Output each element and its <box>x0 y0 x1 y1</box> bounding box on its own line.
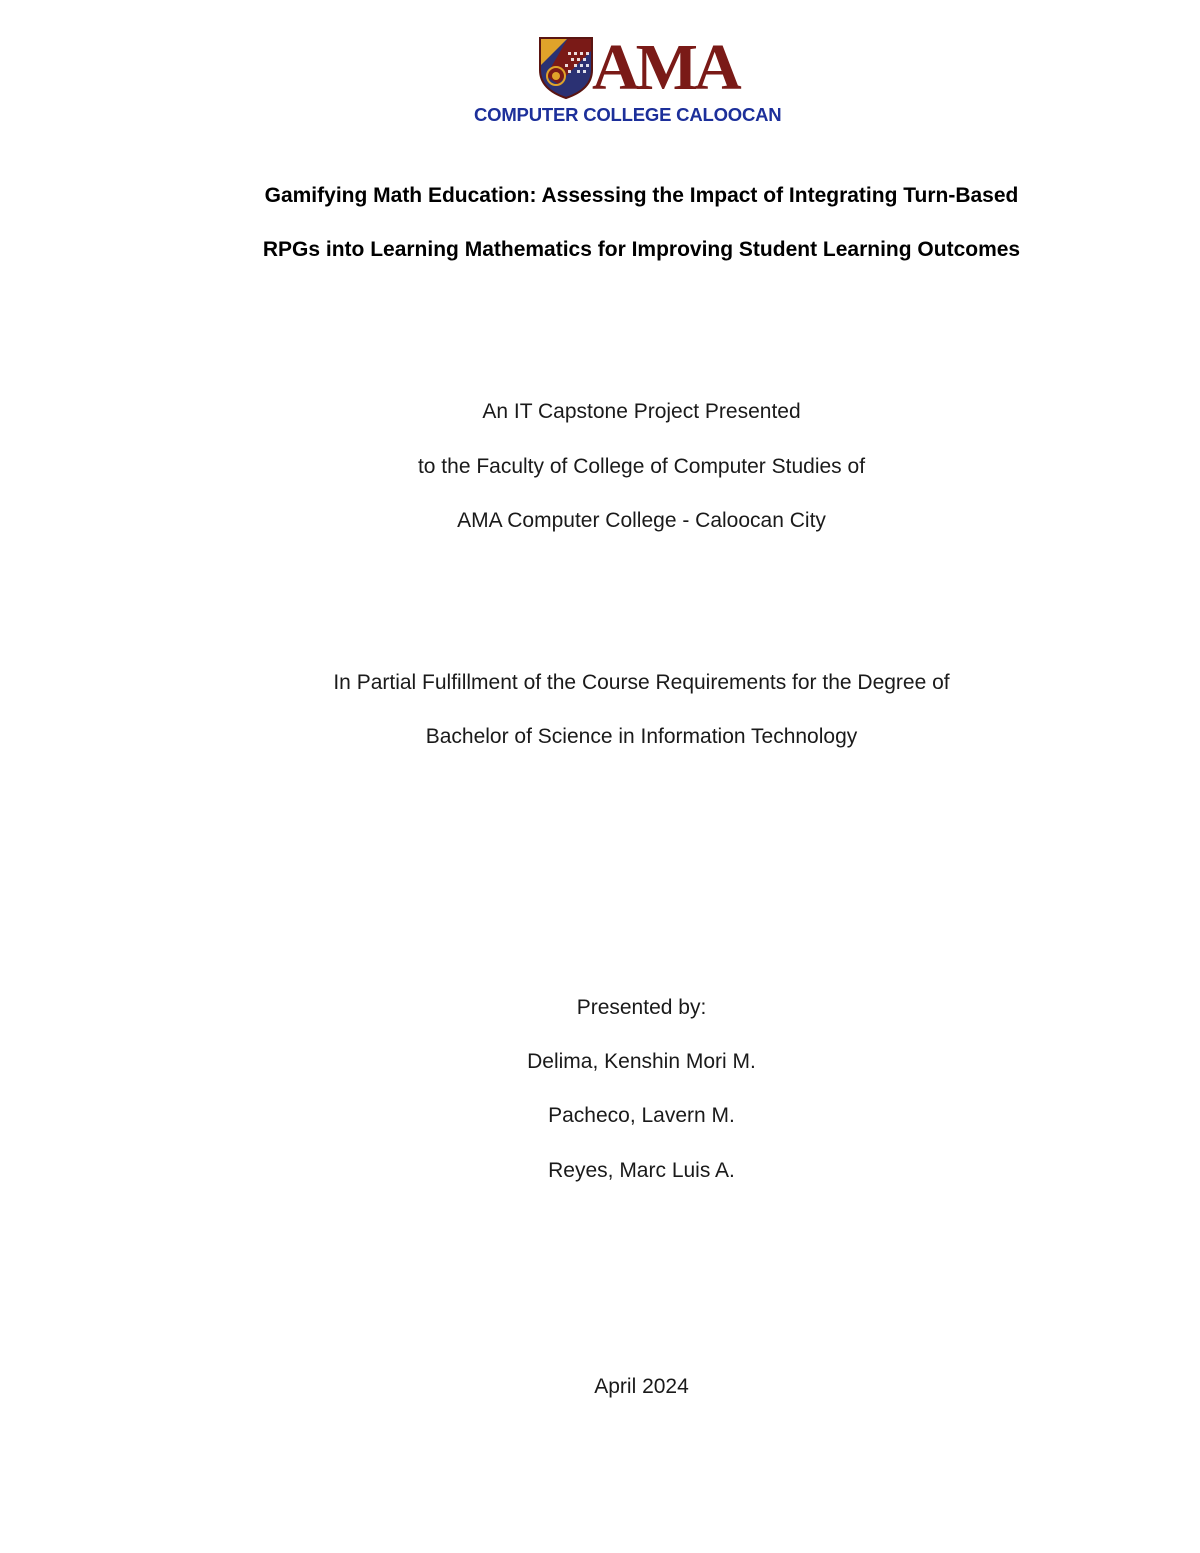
presentation-line-1: An IT Capstone Project Presented <box>482 400 801 423</box>
presenter-name: Delima, Kenshin Mori M. <box>527 1050 756 1073</box>
submission-date: April 2024 <box>594 1375 689 1398</box>
college-logo <box>470 31 820 126</box>
thesis-title-line-1: Gamifying Math Education: Assessing the Impact of Integrating Turn-Based <box>264 184 1019 207</box>
fulfillment-line-1: In Partial Fulfillment of the Course Requirements for the Degree of <box>333 671 950 694</box>
fulfillment-line-2: Bachelor of Science in Information Technology <box>425 725 858 748</box>
shield-icon <box>538 36 594 100</box>
presenter-name: Reyes, Marc Luis A. <box>548 1159 735 1182</box>
presentation-line-3: AMA Computer College - Caloocan City <box>457 509 826 532</box>
logo-campus-name: COMPUTER COLLEGE CALOOCAN <box>474 104 782 125</box>
logo-wordmark: AMA <box>592 31 738 104</box>
presenter-name: Pacheco, Lavern M. <box>548 1104 735 1127</box>
presentation-line-2: to the Faculty of College of Computer Studies of <box>417 455 866 478</box>
thesis-title-line-2: RPGs into Learning Mathematics for Improving Student Learning Outcomes <box>262 238 1021 261</box>
presented-by-heading: Presented by: <box>576 996 707 1019</box>
